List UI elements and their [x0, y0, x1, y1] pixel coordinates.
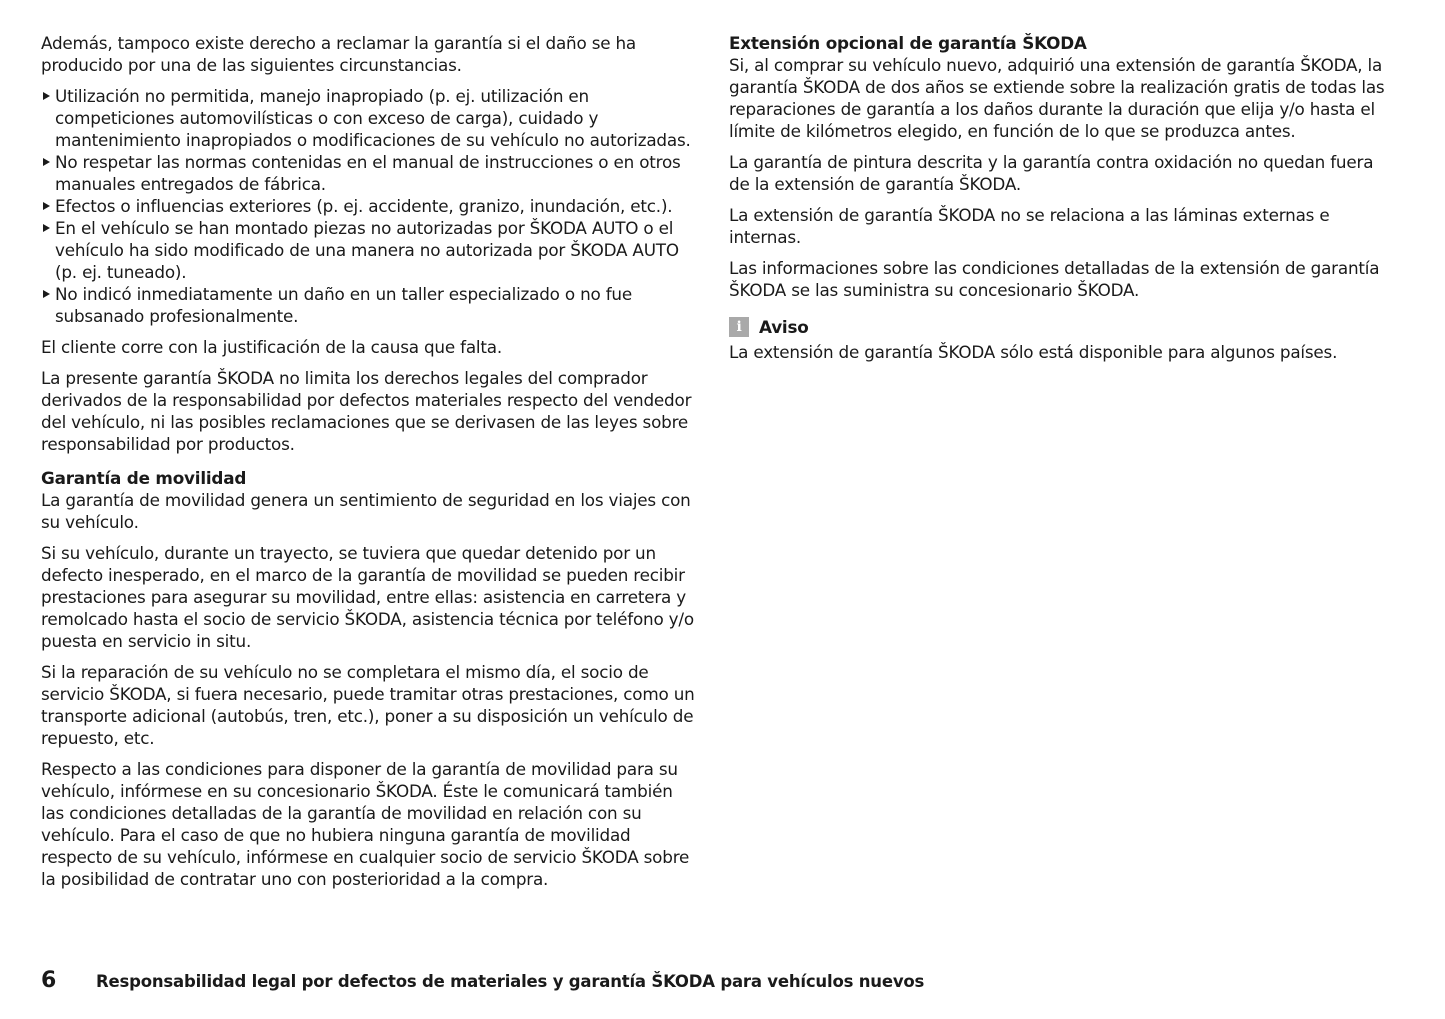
extension-heading: Extensión opcional de garantía ŠKODA [729, 33, 1087, 53]
movilidad-heading: Garantía de movilidad [41, 468, 247, 488]
movilidad-paragraph-2: Si su vehículo, durante un trayecto, se tuviera que quedar detenido por un defecto inesperado, en el marco de la garantía de movilidad se pueden recibir prestaciones para asegurar su movilidad, entre ellas: asistencia en carretera y remolcado hasta el socio de servicio ŠKODA, asistencia técnica por teléfono y/o puesta en servicio in situ. [41, 543, 694, 651]
extension-paragraph-3: La extensión de garantía ŠKODA no se relaciona a las láminas externas e internas. [729, 205, 1330, 247]
left-column [41, 32, 697, 899]
note-header [729, 316, 1385, 338]
note-text: La extensión de garantía ŠKODA sólo está disponible para algunos países. [729, 342, 1338, 362]
list-item: No indicó inmediatamente un daño en un taller especializado o no fue subsanado profesionalmente. [41, 283, 697, 327]
movilidad-paragraph-3: Si la reparación de su vehículo no se completara el mismo día, el socio de servicio ŠKODA, si fuera necesario, puede tramitar otras prestaciones, como un transporte adicional (autobús, tren, etc.), poner a su disposición un vehículo de repuesto, etc. [41, 662, 695, 748]
list-item: Efectos o influencias exteriores (p. ej. accidente, granizo, inundación, etc.). [41, 195, 697, 217]
note-heading: Aviso [759, 317, 809, 337]
cliente-paragraph: El cliente corre con la justificación de la causa que falta. [41, 337, 502, 357]
right-column [729, 32, 1385, 372]
exclusion-list [41, 85, 697, 327]
list-item: Utilización no permitida, manejo inapropiado (p. ej. utilización en competiciones automovilísticas o con exceso de carga), cuidado y mantenimiento inapropiados o modificaciones de su vehículo no autorizadas. [41, 85, 697, 151]
intro-paragraph: Además, tampoco existe derecho a reclamar la garantía si el daño se ha producido por una de las siguientes circunstancias. [41, 33, 637, 75]
footer-title: Responsabilidad legal por defectos de materiales y garantía ŠKODA para vehículos nuevos [96, 972, 925, 991]
page-footer [41, 968, 924, 993]
list-item: En el vehículo se han montado piezas no autorizadas por ŠKODA AUTO o el vehículo ha sido modificado de una manera no autorizada por ŠKODA AUTO (p. ej. tuneado). [41, 217, 697, 283]
presente-paragraph: La presente garantía ŠKODA no limita los derechos legales del comprador derivados de la responsabilidad por defectos materiales respecto del vendedor del vehículo, ni las posibles reclamaciones que se derivasen de las leyes sobre responsabilidad por productos. [41, 368, 692, 454]
movilidad-paragraph-1: La garantía de movilidad genera un sentimiento de seguridad en los viajes con su vehículo. [41, 490, 691, 532]
page-number: 6 [41, 968, 57, 993]
movilidad-paragraph-4: Respecto a las condiciones para disponer de la garantía de movilidad para su vehículo, infórmese en su concesionario ŠKODA. Éste le comunicará también las condiciones detalladas de la garantía de movilidad en relación con su vehículo. Para el caso de que no hubiera ninguna garantía de movilidad respecto de su vehículo, infórmese en cualquier socio de servicio ŠKODA sobre la posibilidad de contratar uno con posterioridad a la compra. [41, 759, 690, 889]
list-item: No respetar las normas contenidas en el manual de instrucciones o en otros manuales entregados de fábrica. [41, 151, 697, 195]
extension-paragraph-2: La garantía de pintura descrita y la garantía contra oxidación no quedan fuera de la extensión de garantía ŠKODA. [729, 152, 1374, 194]
info-icon: i [729, 317, 749, 337]
extension-paragraph-4: Las informaciones sobre las condiciones detalladas de la extensión de garantía ŠKODA se las suministra su concesionario ŠKODA. [729, 258, 1380, 300]
extension-paragraph-1: Si, al comprar su vehículo nuevo, adquirió una extensión de garantía ŠKODA, la garantía ŠKODA de dos años se extiende sobre la realización gratis de todas las reparaciones de garantía a los daños durante la duración que elija y/o hasta el límite de kilómetros elegido, en función de lo que se produzca antes. [729, 55, 1385, 141]
